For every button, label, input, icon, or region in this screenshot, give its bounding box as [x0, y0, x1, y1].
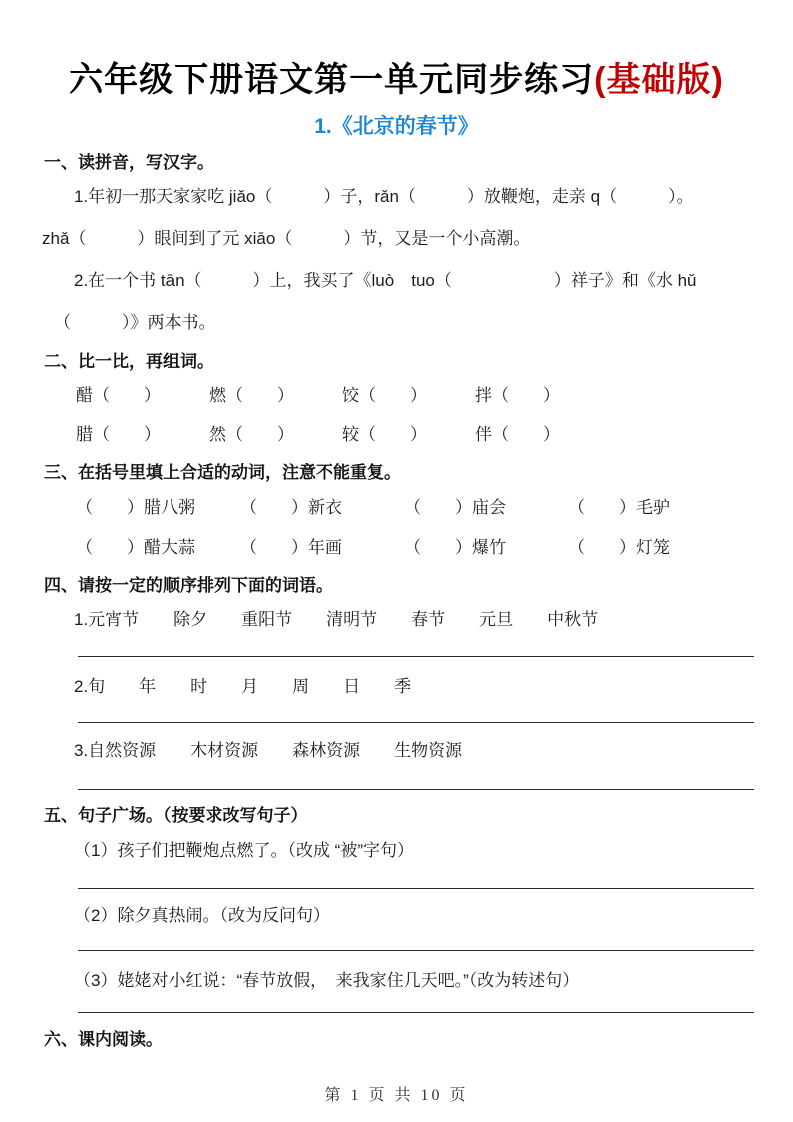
word-pair-cell: 拌（ ） — [475, 386, 560, 405]
word-pair-cell: 饺（ ） — [342, 386, 427, 405]
verb-blank-cell: （ ）灯笼 — [568, 538, 670, 557]
page-title-main: 六年级下册语文第一单元同步练习 — [69, 61, 595, 99]
verb-blank-cell: （ ）毛驴 — [568, 498, 670, 517]
section-4-item-2: 2.旬 年 时 月 周 日 季 — [74, 677, 412, 696]
page-number-footer: 第 1 页 共 10 页 — [324, 1087, 469, 1104]
answer-line — [78, 888, 754, 889]
section-1-heading: 一、读拼音，写汉字。 — [44, 153, 214, 172]
word-pair-cell: 然（ ） — [209, 425, 294, 444]
word-pair-cell: 腊（ ） — [76, 425, 161, 444]
section-3-row-2 — [76, 535, 732, 561]
word-pair-cell: 较（ ） — [342, 425, 427, 444]
section-5-item-1: （1）孩子们把鞭炮点燃了。（改成 “被”字句） — [74, 841, 414, 860]
word-pair-cell: 燃（ ） — [209, 386, 294, 405]
section-1-line-4: （ ）》两本书。 — [54, 313, 216, 332]
section-2-row-2 — [76, 422, 608, 448]
section-4-item-3: 3.自然资源 木材资源 森林资源 生物资源 — [74, 741, 463, 760]
section-3-heading: 三、在括号里填上合适的动词，注意不能重复。 — [44, 463, 401, 482]
section-4-item-1: 1.元宵节 除夕 重阳节 清明节 春节 元旦 中秋节 — [74, 610, 599, 629]
section-5-item-2: （2）除夕真热闹。（改为反问句） — [74, 906, 330, 925]
section-2-heading: 二、比一比，再组词。 — [44, 352, 214, 371]
lesson-subtitle: 1.《北京的春节》 — [314, 115, 479, 138]
page-title-edition: (基础版) — [594, 61, 724, 99]
answer-line — [78, 789, 754, 790]
word-pair-cell: 醋（ ） — [76, 386, 161, 405]
verb-blank-cell: （ ）新衣 — [240, 498, 342, 517]
section-6-heading: 六、课内阅读。 — [44, 1030, 163, 1049]
section-1-line-2: zhǎ（ ）眼间到了元 xiāo（ ）节，又是一个小高潮。 — [42, 229, 531, 248]
verb-blank-cell: （ ）腊八粥 — [76, 498, 195, 517]
answer-line — [78, 950, 754, 951]
page-title — [0, 52, 793, 101]
answer-line — [78, 722, 754, 723]
answer-line — [78, 1012, 754, 1013]
section-1-line-3: 2.在一个书 tān（ ）上，我买了《luò tuo（ ）祥子》和《水 hǔ — [74, 271, 697, 290]
section-4-heading: 四、请按一定的顺序排列下面的词语。 — [44, 576, 333, 595]
verb-blank-cell: （ ）爆竹 — [404, 538, 506, 557]
verb-blank-cell: （ ）庙会 — [404, 498, 506, 517]
section-2-row-1 — [76, 383, 608, 409]
word-pair-cell: 伴（ ） — [475, 425, 560, 444]
section-1-line-1: 1.年初一那天家家吃 jiǎo（ ）子，rǎn（ ）放鞭炮，走亲 q（ ）。 — [74, 187, 694, 206]
verb-blank-cell: （ ）年画 — [240, 538, 342, 557]
section-3-row-1 — [76, 495, 732, 521]
answer-line — [78, 656, 754, 657]
verb-blank-cell: （ ）醋大蒜 — [76, 538, 195, 557]
section-5-heading: 五、句子广场。（按要求改写句子） — [44, 806, 308, 825]
section-5-item-3: （3）姥姥对小红说：“春节放假， 来我家住几天吧。”（改为转述句） — [74, 971, 580, 990]
